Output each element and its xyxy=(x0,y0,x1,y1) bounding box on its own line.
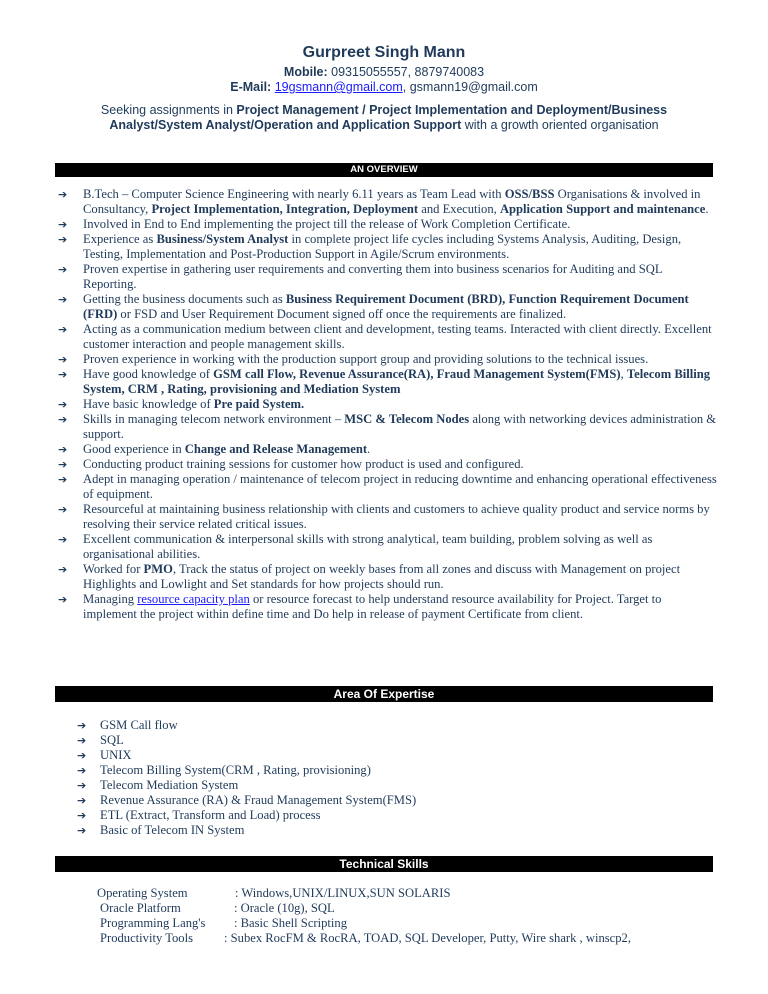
arrow-right-icon: ➔ xyxy=(77,824,87,837)
arrow-right-icon: ➔ xyxy=(58,503,68,516)
overview-highlight: Business Requirement Document (BRD), Function Requirement Document (FRD) xyxy=(83,292,689,321)
arrow-right-icon: ➔ xyxy=(58,263,68,276)
overview-highlight: GSM call Flow, Revenue Assurance(RA), Fraud Management System(FMS) xyxy=(213,367,621,381)
arrow-right-icon: ➔ xyxy=(58,353,68,366)
overview-text: Experience as xyxy=(83,232,157,246)
overview-highlight: OSS/BSS xyxy=(504,187,555,201)
arrow-right-icon: ➔ xyxy=(58,188,68,201)
skill-label: Oracle Platform xyxy=(100,901,181,915)
overview-text: or resource forecast to help understand resource availability for Project. Target to implement the project within define time and Do help in release of payment Certificate from client. xyxy=(83,592,662,621)
email-label: E-Mail: xyxy=(230,80,272,94)
overview-highlight: PMO xyxy=(143,562,173,576)
skill-label: Operating System xyxy=(97,886,188,900)
arrow-right-icon: ➔ xyxy=(58,473,68,486)
overview-item xyxy=(58,472,718,502)
arrow-right-icon: ➔ xyxy=(58,443,68,456)
expertise-text: UNIX xyxy=(100,748,132,762)
overview-text: Have basic knowledge of xyxy=(83,397,214,411)
overview-item xyxy=(58,457,718,472)
overview-text: Organisations & involved in Consultancy, xyxy=(83,187,701,216)
overview-text: Getting the business documents such as xyxy=(83,292,286,306)
expertise-item xyxy=(77,778,416,793)
overview-text: Proven expertise in gathering user requirements and converting them into business scenarios for Auditing and SQL Reporting. xyxy=(83,262,663,291)
technical-skill-row xyxy=(97,901,631,916)
overview-text: Managing xyxy=(83,592,138,606)
overview-item xyxy=(58,352,718,367)
objective-suffix: with a growth oriented organisation xyxy=(461,118,659,132)
overview-item xyxy=(58,232,718,262)
overview-highlight: Pre paid System. xyxy=(213,397,305,411)
overview-text: B.Tech – Computer Science Engineering with nearly 6.11 years as Team Lead with xyxy=(83,187,505,201)
expertise-item xyxy=(77,808,416,823)
overview-text: Proven experience in working with the production support group and providing solutions to the technical issues. xyxy=(83,352,649,366)
overview-item xyxy=(58,502,718,532)
overview-highlight: Application Support and maintenance xyxy=(499,202,706,216)
email-secondary: gsmann19@gmail.com xyxy=(409,80,538,94)
overview-text: along with networking devices administration & support. xyxy=(83,412,717,441)
skill-label: Productivity Tools xyxy=(100,931,193,945)
overview-text: Involved in End to End implementing the project till the release of Work Completion Certificate. xyxy=(83,217,571,231)
overview-item xyxy=(58,412,718,442)
overview-text: . xyxy=(367,442,371,456)
expertise-text: Telecom Mediation System xyxy=(100,778,239,792)
arrow-right-icon: ➔ xyxy=(58,593,68,606)
overview-item xyxy=(58,262,718,292)
email-separator: , xyxy=(402,80,407,94)
expertise-text: Revenue Assurance (RA) & Fraud Management System(FMS) xyxy=(100,793,417,807)
overview-text: , Track the status of project on weekly bases from all zones and discuss with Management on project Highlights and Lowlight and Set standards for how projects should run. xyxy=(83,562,681,591)
arrow-right-icon: ➔ xyxy=(58,563,68,576)
expertise-item xyxy=(77,823,416,838)
arrow-right-icon: ➔ xyxy=(58,533,68,546)
overview-list xyxy=(58,187,718,622)
expertise-item xyxy=(77,748,416,763)
arrow-right-icon: ➔ xyxy=(77,734,87,747)
expertise-text: SQL xyxy=(100,733,124,747)
overview-text: in complete project life cycles including Systems Analysis, Auditing, Design, Testing, Implementation and Post-Production Support in Agile/Scrum environments. xyxy=(83,232,682,261)
expertise-text: GSM Call flow xyxy=(100,718,178,732)
overview-item xyxy=(58,322,718,352)
technical-skills-table xyxy=(97,886,631,946)
overview-highlight: MSC & Telecom Nodes xyxy=(344,412,470,426)
arrow-right-icon: ➔ xyxy=(58,368,68,381)
mobile-label: Mobile: xyxy=(283,65,328,79)
overview-highlight: Change and Release Management xyxy=(184,442,368,456)
technical-skill-row xyxy=(97,886,631,901)
overview-text: . xyxy=(705,202,709,216)
email-primary-link[interactable]: 19gsmann@gmail.com xyxy=(274,80,403,94)
arrow-right-icon: ➔ xyxy=(58,413,68,426)
skill-value: : Subex RocFM & RocRA, TOAD, SQL Developer, Putty, Wire shark , winscp2, xyxy=(224,931,631,945)
overview-item xyxy=(58,397,718,412)
technical-section-header: Technical Skills xyxy=(55,856,713,872)
arrow-right-icon: ➔ xyxy=(58,233,68,246)
skill-label: Programming Lang's xyxy=(100,916,206,930)
overview-text: Excellent communication & interpersonal skills with strong analytical, team building, problem solving as well as organisational abilities. xyxy=(83,532,653,561)
skill-value: : Windows,UNIX/LINUX,SUN SOLARIS xyxy=(235,886,451,900)
arrow-right-icon: ➔ xyxy=(58,458,68,471)
arrow-right-icon: ➔ xyxy=(77,719,87,732)
arrow-right-icon: ➔ xyxy=(58,398,68,411)
overview-item xyxy=(58,532,718,562)
overview-item xyxy=(58,592,718,622)
overview-text: , xyxy=(620,367,627,381)
career-objective xyxy=(60,103,708,133)
overview-text: and Execution, xyxy=(418,202,500,216)
expertise-item xyxy=(77,733,416,748)
arrow-right-icon: ➔ xyxy=(77,764,87,777)
overview-highlight: Business/System Analyst xyxy=(156,232,289,246)
expertise-item xyxy=(77,763,416,778)
overview-text: Good experience in xyxy=(83,442,185,456)
skill-value: : Oracle (10g), SQL xyxy=(234,901,335,915)
technical-skill-row xyxy=(97,931,631,946)
overview-item xyxy=(58,187,718,217)
resource-capacity-plan-link[interactable]: resource capacity plan xyxy=(137,592,250,606)
mobile-line xyxy=(0,65,768,79)
expertise-text: Basic of Telecom IN System xyxy=(100,823,245,837)
expertise-list xyxy=(77,718,416,838)
overview-highlight: Project Implementation, Integration, Deployment xyxy=(151,202,419,216)
overview-item xyxy=(58,217,718,232)
expertise-item xyxy=(77,718,416,733)
objective-prefix: Seeking assignments in xyxy=(100,103,237,117)
arrow-right-icon: ➔ xyxy=(58,323,68,336)
expertise-item xyxy=(77,793,416,808)
overview-item xyxy=(58,442,718,457)
skill-value: : Basic Shell Scripting xyxy=(234,916,347,930)
overview-text: Acting as a communication medium between client and development, testing teams. Interacted with client directly. Excellent customer interaction and people management skills. xyxy=(83,322,712,351)
overview-item xyxy=(58,292,718,322)
arrow-right-icon: ➔ xyxy=(58,293,68,306)
overview-item xyxy=(58,562,718,592)
objective-roles: Project Management / Project Implementation and Deployment/Business Analyst/System Analyst/Operation and Application Support xyxy=(109,103,668,132)
overview-text: Adept in managing operation / maintenance of telecom project in reducing downtime and enhancing operational effectiveness of equipment. xyxy=(83,472,717,501)
arrow-right-icon: ➔ xyxy=(77,749,87,762)
overview-text: Have good knowledge of xyxy=(83,367,214,381)
email-line xyxy=(0,80,768,94)
technical-skill-row xyxy=(97,916,631,931)
expertise-section-header: Area Of Expertise xyxy=(55,686,713,702)
overview-text: Worked for xyxy=(83,562,144,576)
overview-text: Conducting product training sessions for customer how product is used and configured. xyxy=(83,457,524,471)
arrow-right-icon: ➔ xyxy=(58,218,68,231)
expertise-text: Telecom Billing System(CRM , Rating, provisioning) xyxy=(100,763,371,777)
overview-item xyxy=(58,367,718,397)
expertise-text: ETL (Extract, Transform and Load) process xyxy=(100,808,321,822)
overview-section-header: AN OVERVIEW xyxy=(55,163,713,177)
overview-highlight: Telecom Billing System, CRM , Rating, provisioning and Mediation System xyxy=(83,367,711,396)
candidate-name: Gurpreet Singh Mann xyxy=(302,44,466,61)
mobile-value: 09315055557, 8879740083 xyxy=(331,65,485,79)
overview-text: or FSD and User Requirement Document signed off once the requirements are finalized. xyxy=(117,307,567,321)
arrow-right-icon: ➔ xyxy=(77,809,87,822)
overview-text: Resourceful at maintaining business relationship with clients and customers to achieve quality product and service norms by resolving their service related critical issues. xyxy=(83,502,710,531)
arrow-right-icon: ➔ xyxy=(77,794,87,807)
overview-text: Skills in managing telecom network environment – xyxy=(83,412,345,426)
arrow-right-icon: ➔ xyxy=(77,779,87,792)
